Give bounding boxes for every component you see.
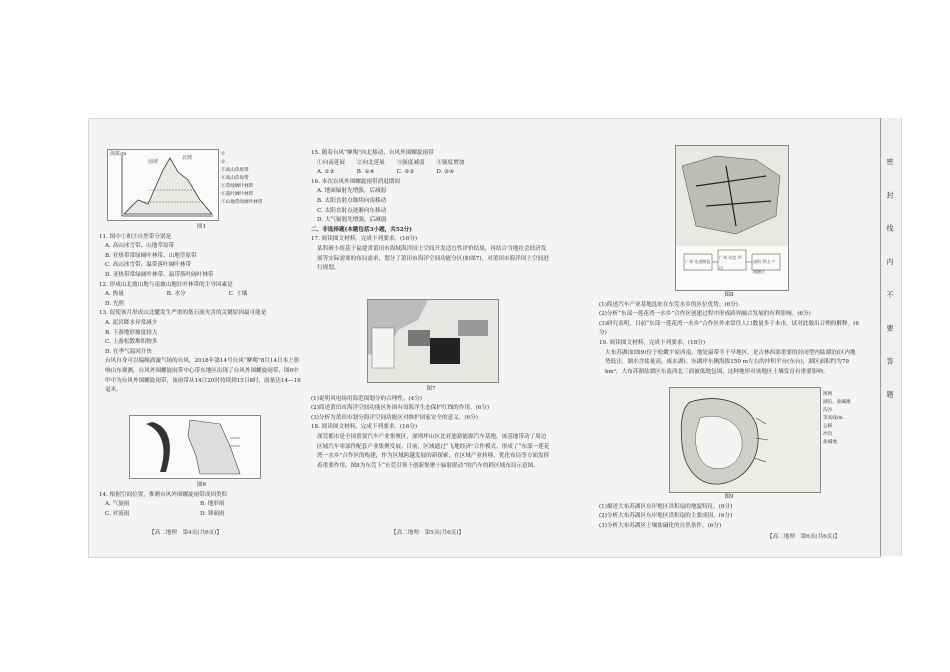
legend-item: ①	[221, 152, 226, 157]
legend-item: ③高山草原带	[221, 168, 249, 173]
figure-6-caption: 图6	[196, 482, 207, 488]
page-footer-4: 【高二地理 第4页(共6页)】	[149, 530, 223, 536]
figure-1-caption: 图1	[196, 224, 207, 230]
q15-option-d: D. ②④	[436, 169, 455, 176]
q15-item-3: ③强度减弱	[396, 159, 425, 166]
q17-part-2: (2)简述莆田市海洋空间功能区外围有设海洋生态保护红线的作用。(6分)	[311, 405, 490, 412]
q13-option-a: A. 泥岩降水异常减少	[105, 319, 158, 326]
seal-line-notice: 密 封 线 内 不 要 答 题	[886, 158, 894, 410]
dabusu-lake-map	[670, 388, 820, 492]
section-2-heading: 二、非选择题(本题包括3小题，共52分)	[311, 226, 412, 233]
south-slope-label: 南坡	[148, 159, 159, 165]
q12-option-c: C. 土壤	[228, 291, 248, 298]
question-15: 15. 随着台风“摩羯”向北移动，台风外围螺旋雨带	[311, 150, 434, 156]
q12-option-a: A. 热量	[105, 291, 124, 298]
mountain-profile-diagram	[108, 150, 218, 220]
legend-item: ⑥落叶阔叶林带	[221, 192, 254, 197]
col1-text	[99, 223, 304, 396]
q11-option-b: B. 亚热带常绿阔叶林带、山地草原带	[105, 252, 197, 259]
legend-title: 图例	[823, 392, 833, 397]
y-axis-label: 海拔/m	[110, 151, 127, 157]
figure-8-caption: 图8	[724, 292, 734, 298]
legend-item: 等高线/m	[823, 416, 843, 421]
q12-option-d: D. 光照	[105, 300, 125, 307]
col3-text-top	[599, 291, 859, 377]
legend-item: ④高山草甸带	[221, 176, 249, 181]
q12-option-b: B. 水分	[166, 291, 186, 298]
page-footer-6: 【高二地理 第6页(共6页)】	[767, 534, 841, 540]
box-guangzhou: 广州 先进制造	[685, 259, 711, 264]
q13-option-b: B. 下游地形坡度较大	[105, 329, 158, 336]
q16-option-b: B. 太阳直射点继续向南移动	[317, 197, 387, 204]
q17-material: 某科研小组基于福建省莆田市海域海洋国土空间开发适宜性评价结果，再结合当地社会经济发展等实际需要的布局需求，划分了莆田市海洋空间功能分区(如图7)，对莆田市海洋国土空间进行规划。	[317, 245, 549, 272]
legend-item: 冲沟	[823, 432, 833, 437]
figure-8-diagram	[675, 145, 789, 291]
col3-text-bottom	[599, 493, 859, 531]
q19-part-2: (2)分析大布苏湖区东岸地区洪积扇的主要成因。(6分)	[599, 513, 733, 520]
figure-6-map	[129, 415, 261, 479]
q16-option-a: A. 地面辐射先增强，后减弱	[317, 188, 387, 195]
q13-option-c: C. 上游松散堆积物多	[105, 339, 158, 346]
figure-7-caption: 图7	[426, 386, 436, 392]
question-14: 14. 根据空间位置，推测台风外围螺旋雨带成因类似	[99, 491, 228, 498]
figure-9-caption: 图9	[724, 494, 734, 500]
binding-strip	[880, 118, 902, 556]
col2-text-top	[311, 149, 551, 274]
figure-1-mountain-profile	[107, 149, 219, 221]
q19-part-1: (1)描述大布苏湖区东岸地区洪积扇的地貌特征。(6分)	[599, 503, 733, 510]
legend-item: ⑦山地常绿阔叶林带	[221, 200, 263, 205]
north-slope-label: 北坡	[182, 155, 193, 161]
q11-option-d: D. 亚热带常绿阔叶林带、温带落叶阔叶林带	[105, 271, 214, 278]
q19-part-3: (3)分析大布苏湖区土壤盐碱化的自然条件。(6分)	[599, 522, 722, 529]
q18-part-2: (2)分析“东部一莲花湾一水乡”合作区创建过程中形成跨界融合发展的有利影响。(6分)	[599, 311, 811, 318]
box-shenzhen: 深圳 坪山 产城融合	[753, 259, 776, 274]
legend-item: ⑤常绿阔叶林带	[221, 184, 254, 189]
q17-part-3: (3)分析为莆田市划分海洋空间功能区对维护国家安全的意义。(6分)	[311, 414, 478, 421]
q16-option-d: D. 大气辐射先增强，后减弱	[317, 217, 387, 224]
q18-part-1: (1)简述汽车产业基地选址在东莞水乡的区位优势。(6分)	[599, 301, 738, 308]
q14-option-b: B. 地形雨	[200, 501, 225, 508]
q11-option-c: C. 高山冰雪带、温带落叶阔叶林带	[105, 262, 191, 269]
figure-9-map	[669, 387, 821, 493]
col2-text-bottom	[311, 385, 551, 471]
box-dongguan: 广州 东莞 坪山	[719, 255, 742, 270]
question-11: 11. 图中①和③自然带分别是	[99, 233, 172, 240]
legend-item: ②	[221, 160, 226, 165]
page-footer-5: 【高二地理 第5页(共6页)】	[391, 530, 465, 536]
q18-material: 深莞都市是全国重要汽车产业集聚区，深圳坪山区比亚迪新能源汽车基地，该基地带动了周边区域汽车零部件配套产业集聚发展。目前，区域通过“飞地经济”合作模式，形成了“东部一莲花湾一水乡”合作区的构建，作为区域跨越发展的新探索，在区域产业转移、优化布局等方面发挥着重要作用，图8为东莞下“东莞引领十创新集聚十辐射联动”的汽车的跨区域布局示意图。	[317, 433, 550, 469]
figure-9-legend	[823, 391, 863, 447]
legend-item: 公路	[823, 424, 833, 429]
q15-option-c: C. ②③	[396, 169, 415, 176]
col1-text-2	[99, 481, 304, 519]
legend-item: 盐碱地	[823, 440, 837, 445]
q15-item-2: ②向北延展	[356, 159, 385, 166]
typhoon-map	[130, 416, 260, 478]
q18-part-3: (3)研究表明，目前“东部一莲花湾一水乡”合作区外来常住人口数量多于本市，试对此做出合理的解释。(6分)	[599, 320, 859, 337]
q15-item-4: ④强度增加	[436, 159, 465, 166]
q17-part-1: (1)说明风电场用海范围划分的合理性。(4分)	[311, 395, 422, 402]
q15-item-1: ①向南延展	[317, 159, 345, 166]
typhoon-passage: 台风自身可以编绳涡漩气场的台风，2018年第14号台风“摩羯”8月14日本上影响山东观测，台风外围螺旋雨带中心带东地区出现了台风外围螺旋雨带，图6中甲中为台风外围螺旋雨带，该雨带从14日20时持续到15日8时，雨量达14—16毫米。	[105, 358, 301, 394]
q14-option-c: C. 对流雨	[105, 510, 130, 517]
legend-item: 湖泊、盐碱滩	[823, 400, 851, 405]
question-18: 18. 阅读图文材料，完成下列要求。(16分)	[311, 424, 418, 431]
q14-option-a: A. 气旋雨	[105, 501, 130, 508]
q11-option-a: A. 高山冰雪带、山地草原带	[105, 243, 175, 250]
question-13: 13. 促使该月形成山北麓发生严重的低石流灾害的关键原因最可能是	[99, 310, 267, 317]
q13-option-d: D. 在季气温回升快	[105, 348, 152, 355]
q15-option-a: A. ①③	[317, 169, 335, 176]
figure-1-legend	[221, 151, 306, 207]
figure-7-map	[367, 299, 499, 383]
q19-material: 大布苏湖(如图9)位于松嫩平原西南，地处温带半干旱地区，是吉林西部重要的封闭型内陆湖泊(区内地势低洼，湖水含盐量高，咸水湖)。东湖岸东侧海拔150 m左右的冲积平台(东台)，湖区面积约为79 km²，大布苏湖盐湖区东南西北三面被低地包围，这种地形对该地区土壤发育有重要影响。	[605, 349, 856, 375]
question-19: 19. 阅读图文材料，完成下列要求。(18分)	[599, 339, 706, 346]
putian-sea-zoning-map	[368, 300, 498, 382]
legend-item: 沟谷	[823, 408, 833, 413]
q15-option-b: B. ①④	[356, 169, 375, 176]
question-17: 17. 阅读图文材料，完成下列要求。(16分)	[311, 236, 418, 243]
question-12: 12. 形成山北坡山地与南坡山地针叶林带的主导因素是	[99, 281, 233, 288]
question-16: 16. 本次台风外围螺旋雨带消退期间	[311, 178, 400, 185]
q14-option-d: D. 锋面雨	[200, 510, 225, 517]
q16-option-c: C. 太阳直射点逐渐向东移动	[317, 207, 387, 214]
exam-sheet	[88, 118, 882, 558]
